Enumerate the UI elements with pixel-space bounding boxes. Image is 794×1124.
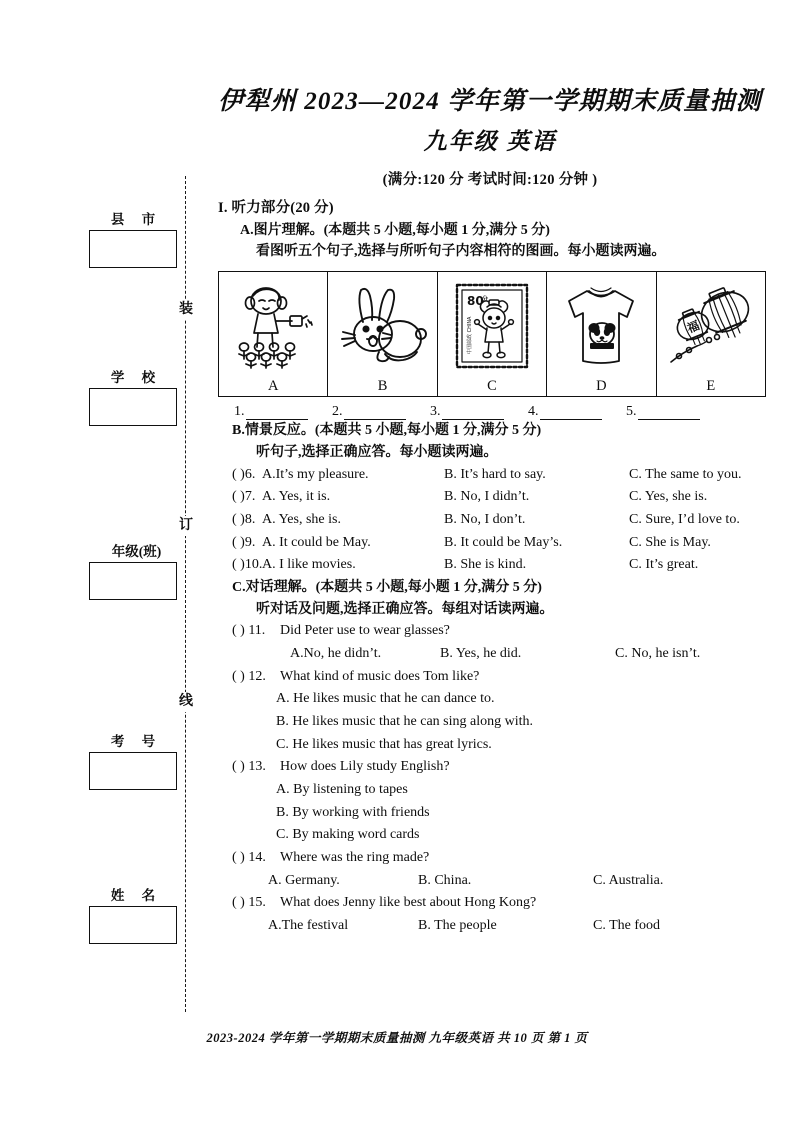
question-13-stem: How does Lily study English?: [280, 759, 450, 775]
answer-blank-4-rule[interactable]: [540, 407, 602, 420]
rabbit-icon: [328, 275, 436, 379]
field-county-input[interactable]: [89, 230, 177, 268]
binding-char-ding: 订: [178, 516, 194, 536]
field-county-label: 县 市: [110, 212, 163, 227]
picture-letter-d: D: [596, 377, 607, 394]
question-row-9[interactable]: [218, 532, 766, 555]
picture-letter-c: C: [487, 377, 497, 394]
picture-letter-e: E: [706, 377, 716, 394]
answer-blank-1-number: 1.: [234, 404, 245, 420]
part-b-instruction: 听句子,选择正确应答。每小题读两遍。: [256, 444, 498, 460]
question-row-6[interactable]: [218, 464, 766, 487]
binding-char-zhuang: 装: [178, 300, 194, 320]
question-row-8[interactable]: [218, 509, 766, 532]
panda-tshirt-icon: [547, 275, 655, 379]
red-lanterns-icon: [657, 275, 765, 379]
question-12-option-b[interactable]: B. He likes music that he can sing along with.: [276, 713, 534, 729]
field-grade-class-input[interactable]: [89, 562, 177, 600]
question-8-option-c[interactable]: C. Sure, I’d love to.: [629, 511, 740, 527]
svg-text:福: 福: [685, 318, 702, 336]
subject-title: 九年级 英语: [423, 129, 557, 155]
question-14-stem: Where was the ring made?: [280, 849, 430, 865]
question-15-stem: What does Jenny like best about Hong Kong?: [280, 895, 537, 911]
answer-sheet-sidebar: [0, 0, 200, 1124]
answer-blank-1[interactable]: [234, 404, 332, 420]
field-exam-number-label: 考 号: [110, 734, 163, 749]
question-11-stem: Did Peter use to wear glasses?: [280, 623, 450, 639]
question-15-options[interactable]: [218, 915, 766, 938]
field-student-name: [89, 884, 177, 944]
question-15-option-a[interactable]: A.The festival: [268, 917, 349, 933]
question-9-bracket[interactable]: ( )9.: [232, 534, 256, 550]
field-student-name-label: 姓 名: [110, 888, 163, 903]
field-student-name-input[interactable]: [89, 906, 177, 944]
answer-blank-1-rule[interactable]: [246, 407, 308, 420]
question-14-option-b[interactable]: B. China.: [418, 872, 472, 888]
answer-blank-4-number: 4.: [528, 404, 539, 420]
question-10-option-a[interactable]: A. I like movies.: [262, 557, 356, 573]
field-school: [89, 366, 177, 426]
answer-blank-5-rule[interactable]: [638, 407, 700, 420]
question-11-options[interactable]: [218, 643, 766, 666]
field-grade-class-label: 年级(班): [111, 544, 162, 559]
answer-blank-4[interactable]: [528, 404, 626, 420]
svg-text:80: 80: [467, 293, 484, 308]
question-row-7[interactable]: [218, 486, 766, 509]
answer-blank-3-number: 3.: [430, 404, 441, 420]
score-and-time: (满分:120 分 考试时间:120 分钟 ): [382, 172, 598, 189]
field-exam-number-input[interactable]: [89, 752, 177, 790]
section-listening-heading: I. 听力部分(20 分): [218, 200, 334, 216]
answer-blank-2[interactable]: [332, 404, 430, 420]
field-exam-number: [89, 730, 177, 790]
question-12-stem: What kind of music does Tom like?: [280, 668, 480, 684]
question-14-option-a[interactable]: A. Germany.: [268, 872, 340, 888]
answer-blank-3-rule[interactable]: [442, 407, 504, 420]
question-row-12[interactable]: [218, 666, 766, 689]
picture-cell-c[interactable]: [438, 272, 547, 396]
question-10-bracket[interactable]: ( )10.: [232, 557, 263, 573]
question-14-option-c[interactable]: C. Australia.: [593, 872, 664, 888]
answer-blank-3[interactable]: [430, 404, 528, 420]
svg-text:中国邮政 CHINA: 中国邮政 CHINA: [467, 316, 474, 354]
picture-letter-a: A: [267, 377, 279, 394]
picture-letter-b: B: [377, 377, 388, 394]
question-15-option-c[interactable]: C. The food: [593, 917, 661, 933]
question-6-option-b[interactable]: B. It’s hard to say.: [444, 466, 546, 482]
field-county: [89, 208, 177, 268]
part-c-heading: C.对话理解。(本题共 5 小题,每小题 1 分,满分 5 分): [232, 579, 542, 595]
picture-cell-a[interactable]: [219, 272, 328, 396]
page-footer: 2023-2024 学年第一学期期末质量抽测 九年级英语 共 10 页 第 1 页: [206, 1031, 588, 1045]
answer-blank-5-number: 5.: [626, 404, 637, 420]
exam-content: [218, 198, 766, 938]
part-a-instruction: 看图听五个句子,选择与所听句子内容相符的图画。每小题读两遍。: [256, 244, 666, 260]
part-c-instruction: 听对话及问题,选择正确应答。每组对话读两遍。: [256, 601, 554, 617]
question-8-option-a[interactable]: A. Yes, she is.: [262, 511, 341, 527]
question-row-14[interactable]: [218, 847, 766, 870]
question-14-options[interactable]: [218, 870, 766, 893]
question-9-option-a[interactable]: A. It could be May.: [262, 534, 371, 550]
picture-cell-b[interactable]: [328, 272, 437, 396]
question-6-bracket[interactable]: ( )6.: [232, 466, 256, 482]
question-7-option-c[interactable]: C. Yes, she is.: [629, 489, 708, 505]
binding-char-xian: 线: [178, 692, 194, 712]
question-7-option-b[interactable]: B. No, I didn’t.: [444, 489, 530, 505]
field-school-input[interactable]: [89, 388, 177, 426]
question-row-11[interactable]: [218, 620, 766, 643]
answer-blank-2-number: 2.: [332, 404, 343, 420]
question-11-option-c[interactable]: C. No, he isn’t.: [615, 645, 701, 661]
question-11-bracket[interactable]: ( ) 11.: [232, 623, 266, 639]
question-13-option-c[interactable]: C. By making word cards: [276, 827, 420, 843]
question-row-13[interactable]: [218, 756, 766, 779]
page-title: 伊犁州 2023—2024 学年第一学期期末质量抽测: [218, 88, 762, 115]
question-11-option-a[interactable]: A.No, he didn’t.: [290, 645, 382, 661]
question-15-bracket[interactable]: ( ) 15.: [232, 895, 266, 911]
question-12-bracket[interactable]: ( ) 12.: [232, 668, 266, 684]
svg-text:分: 分: [482, 295, 489, 303]
picture-cell-e[interactable]: [657, 272, 765, 396]
picture-strip: [218, 271, 766, 397]
question-7-option-a[interactable]: A. Yes, it is.: [262, 489, 331, 505]
field-school-label: 学 校: [110, 370, 163, 385]
question-13-option-b[interactable]: B. By working with friends: [276, 804, 430, 820]
picture-cell-d[interactable]: [547, 272, 656, 396]
question-9-option-c[interactable]: C. She is May.: [629, 534, 711, 550]
question-13-bracket[interactable]: ( ) 13.: [232, 759, 266, 775]
question-12-option-a[interactable]: A. He likes music that he can dance to.: [276, 691, 495, 707]
question-row-10[interactable]: [218, 554, 766, 577]
answer-blank-2-rule[interactable]: [344, 407, 406, 420]
part-a-heading: A.图片理解。(本题共 5 小题,每小题 1 分,满分 5 分): [240, 222, 550, 238]
answer-blanks-row: [218, 404, 766, 420]
question-14-bracket[interactable]: ( ) 14.: [232, 849, 266, 865]
girl-watering-tulips-icon: [219, 275, 327, 379]
question-6-option-c[interactable]: C. The same to you.: [629, 466, 742, 482]
question-12-option-c[interactable]: C. He likes music that has great lyrics.: [276, 736, 492, 752]
title-block: [210, 86, 770, 189]
field-grade-class: [89, 540, 177, 600]
question-9-option-b[interactable]: B. It could be May’s.: [444, 534, 563, 550]
question-8-bracket[interactable]: ( )8.: [232, 511, 256, 527]
question-8-option-b[interactable]: B. No, I don’t.: [444, 511, 526, 527]
question-15-option-b[interactable]: B. The people: [418, 917, 497, 933]
question-6-option-a[interactable]: A.It’s my pleasure.: [262, 466, 369, 482]
answer-blank-5[interactable]: [626, 404, 724, 420]
postage-stamp-doll-icon: [438, 275, 546, 379]
question-10-option-b[interactable]: B. She is kind.: [444, 557, 527, 573]
question-11-option-b[interactable]: B. Yes, he did.: [440, 645, 522, 661]
question-7-bracket[interactable]: ( )7.: [232, 489, 256, 505]
question-10-option-c[interactable]: C. It’s great.: [629, 557, 699, 573]
question-row-15[interactable]: [218, 892, 766, 915]
question-13-option-a[interactable]: A. By listening to tapes: [276, 781, 408, 797]
part-b-heading: B.情景反应。(本题共 5 小题,每小题 1 分,满分 5 分): [232, 423, 542, 439]
